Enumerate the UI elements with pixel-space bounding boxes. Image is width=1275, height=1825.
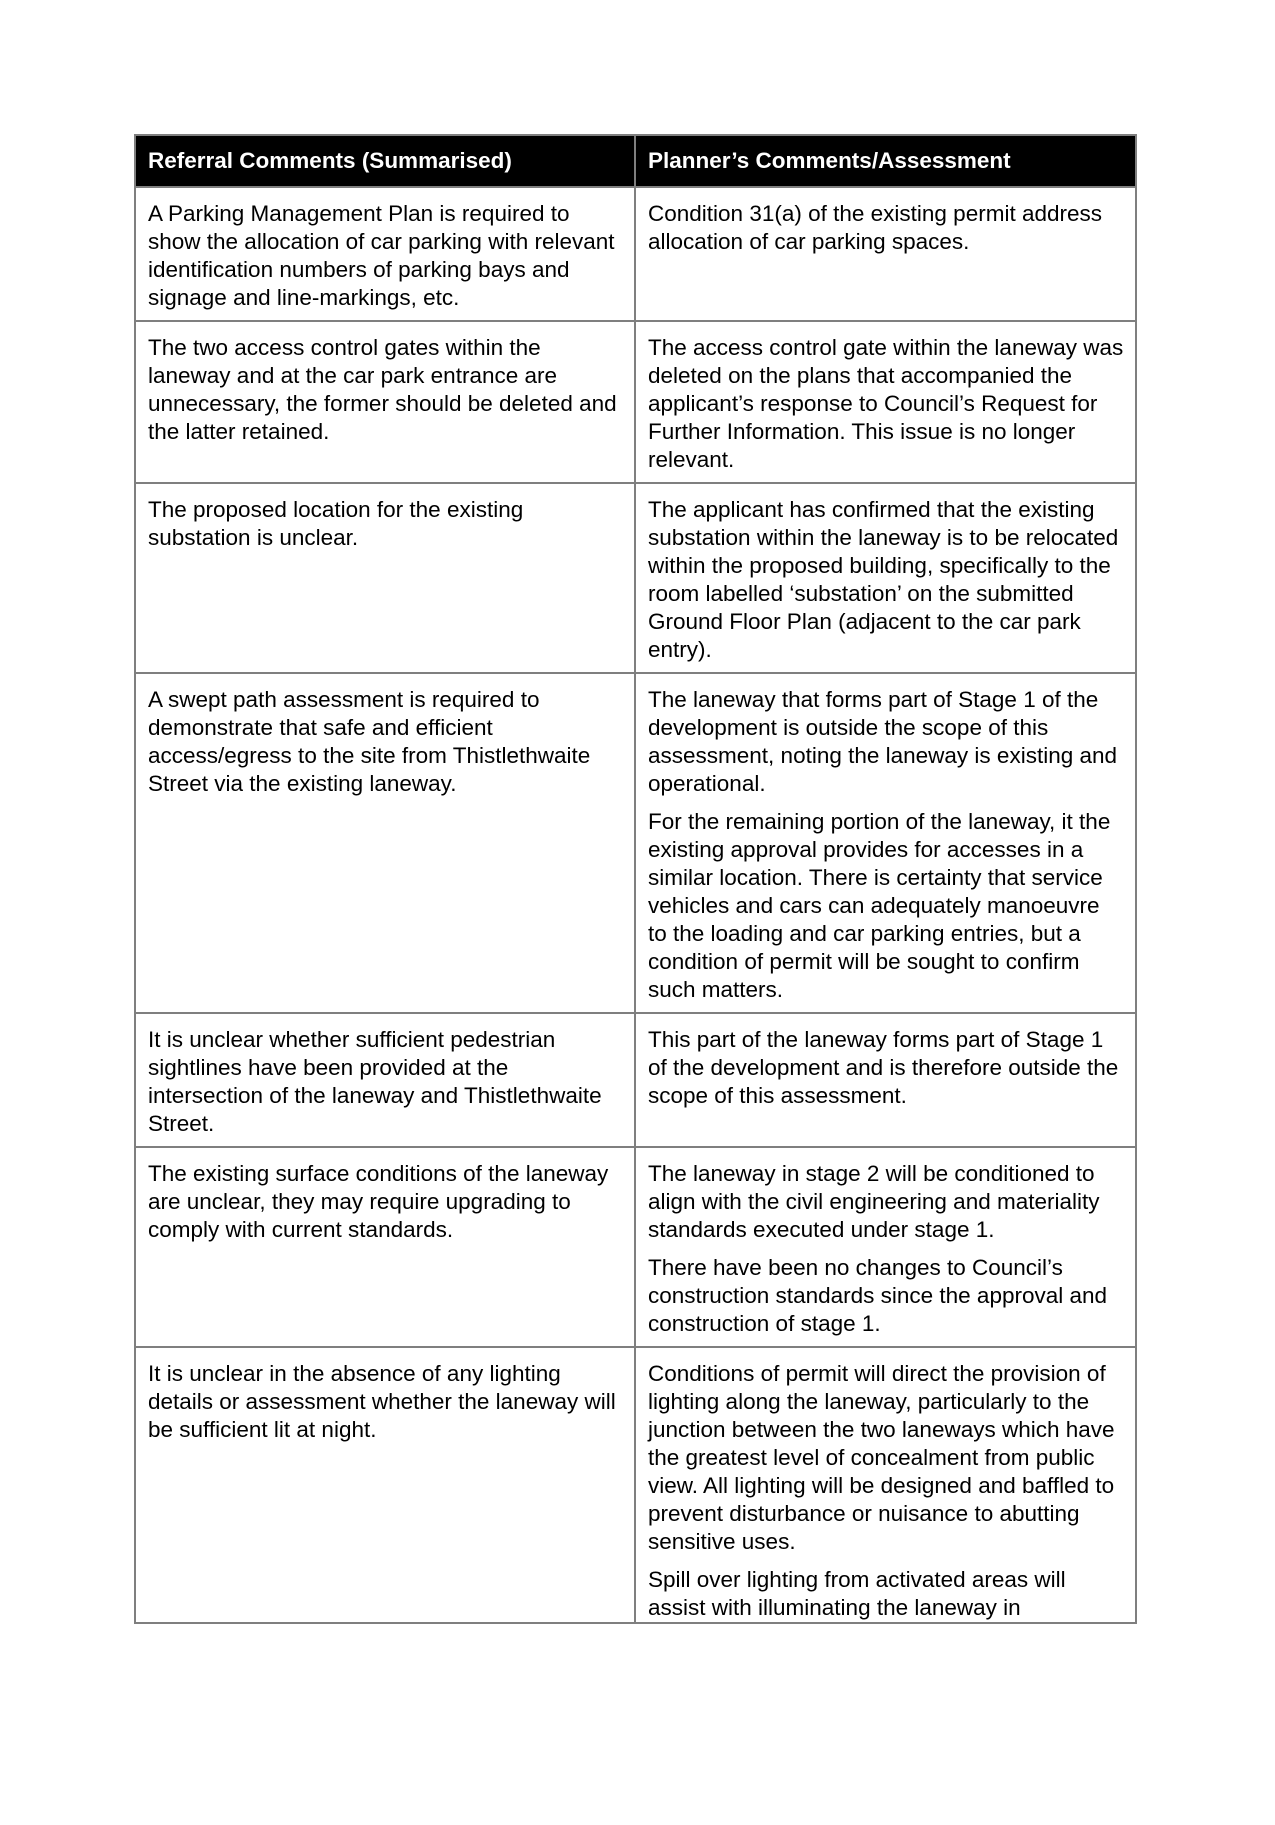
- table-header-row: [135, 135, 1136, 187]
- referral-comment-text: The proposed location for the existing substation is unclear.: [148, 497, 524, 550]
- referral-comment-cell: [135, 483, 635, 673]
- referral-comment-text: The two access control gates within the laneway and at the car park entrance are unnecessary, the former should be deleted and the latter retained.: [148, 335, 617, 444]
- referral-comment-text: It is unclear whether sufficient pedestrian sightlines have been provided at the intersection of the laneway and Thistlethwaite Street.: [148, 1027, 602, 1136]
- referral-comment-text: A Parking Management Plan is required to show the allocation of car parking with relevant identification numbers of parking bays and signage and line-markings, etc.: [148, 201, 615, 310]
- table-row: [135, 1347, 1136, 1623]
- referral-comment-text: The existing surface conditions of the laneway are unclear, they may require upgrading to comply with current standards.: [148, 1161, 609, 1242]
- planner-comment-text: For the remaining portion of the laneway, it the existing approval provides for accesses in a similar location. There is certainty that service vehicles and cars can adequately manoeuvre to the loading and car parking entries, but a condition of permit will be sought to confirm such matters.: [648, 809, 1111, 1002]
- table-row: [135, 1013, 1136, 1147]
- planner-comment-text: Spill over lighting from activated areas will assist with illuminating the laneway in: [648, 1567, 1066, 1620]
- planner-comment-cell: [635, 483, 1136, 673]
- table-row: [135, 483, 1136, 673]
- table-row: [135, 187, 1136, 321]
- table-row: [135, 673, 1136, 1013]
- referral-comment-text: It is unclear in the absence of any lighting details or assessment whether the laneway will be sufficient lit at night.: [148, 1361, 616, 1442]
- planner-comment-cell: [635, 1013, 1136, 1147]
- planner-comment-text: There have been no changes to Council’s construction standards since the approval and construction of stage 1.: [648, 1255, 1108, 1336]
- planner-comment-text: Conditions of permit will direct the provision of lighting along the laneway, particularly to the junction between the two laneways which have the greatest level of concealment from public view. All lighting will be designed and baffled to prevent disturbance or nuisance to abutting sensitive uses.: [648, 1361, 1115, 1554]
- referral-comment-cell: [135, 321, 635, 483]
- planner-comment-text: This part of the laneway forms part of Stage 1 of the development and is therefore outside the scope of this assessment.: [648, 1027, 1119, 1108]
- referral-comment-cell: [135, 187, 635, 321]
- planner-comment-cell: [635, 187, 1136, 321]
- header-referral-comments: Referral Comments (Summarised): [135, 135, 635, 187]
- table-row: [135, 1147, 1136, 1347]
- planner-comment-text: The applicant has confirmed that the existing substation within the laneway is to be relocated within the proposed building, specifically to the room labelled ‘substation’ on the submitted Ground Floor Plan (adjacent to the car park entry).: [648, 497, 1119, 662]
- referral-comment-cell: [135, 1147, 635, 1347]
- referral-comment-cell: [135, 1013, 635, 1147]
- referral-comment-text: A swept path assessment is required to demonstrate that safe and efficient access/egress to the site from Thistlethwaite Street via the existing laneway.: [148, 687, 591, 796]
- referral-comment-cell: [135, 1347, 635, 1623]
- planner-comment-cell: [635, 673, 1136, 1013]
- header-planner-comments: Planner’s Comments/Assessment: [635, 135, 1136, 187]
- planner-comment-cell: [635, 1147, 1136, 1347]
- planner-comment-text: The laneway that forms part of Stage 1 of the development is outside the scope of this assessment, noting the laneway is existing and operational.: [648, 687, 1118, 796]
- planner-comment-text: The laneway in stage 2 will be conditioned to align with the civil engineering and materiality standards executed under stage 1.: [648, 1161, 1100, 1242]
- planner-comment-cell: [635, 321, 1136, 483]
- table-row: [135, 321, 1136, 483]
- referral-comments-table: [134, 134, 1137, 1624]
- referral-comment-cell: [135, 673, 635, 1013]
- planner-comment-text: Condition 31(a) of the existing permit address allocation of car parking spaces.: [648, 201, 1102, 254]
- planner-comment-text: The access control gate within the laneway was deleted on the plans that accompanied the applicant’s response to Council’s Request for Further Information. This issue is no longer relevant.: [648, 335, 1124, 472]
- planner-comment-cell: [635, 1347, 1136, 1623]
